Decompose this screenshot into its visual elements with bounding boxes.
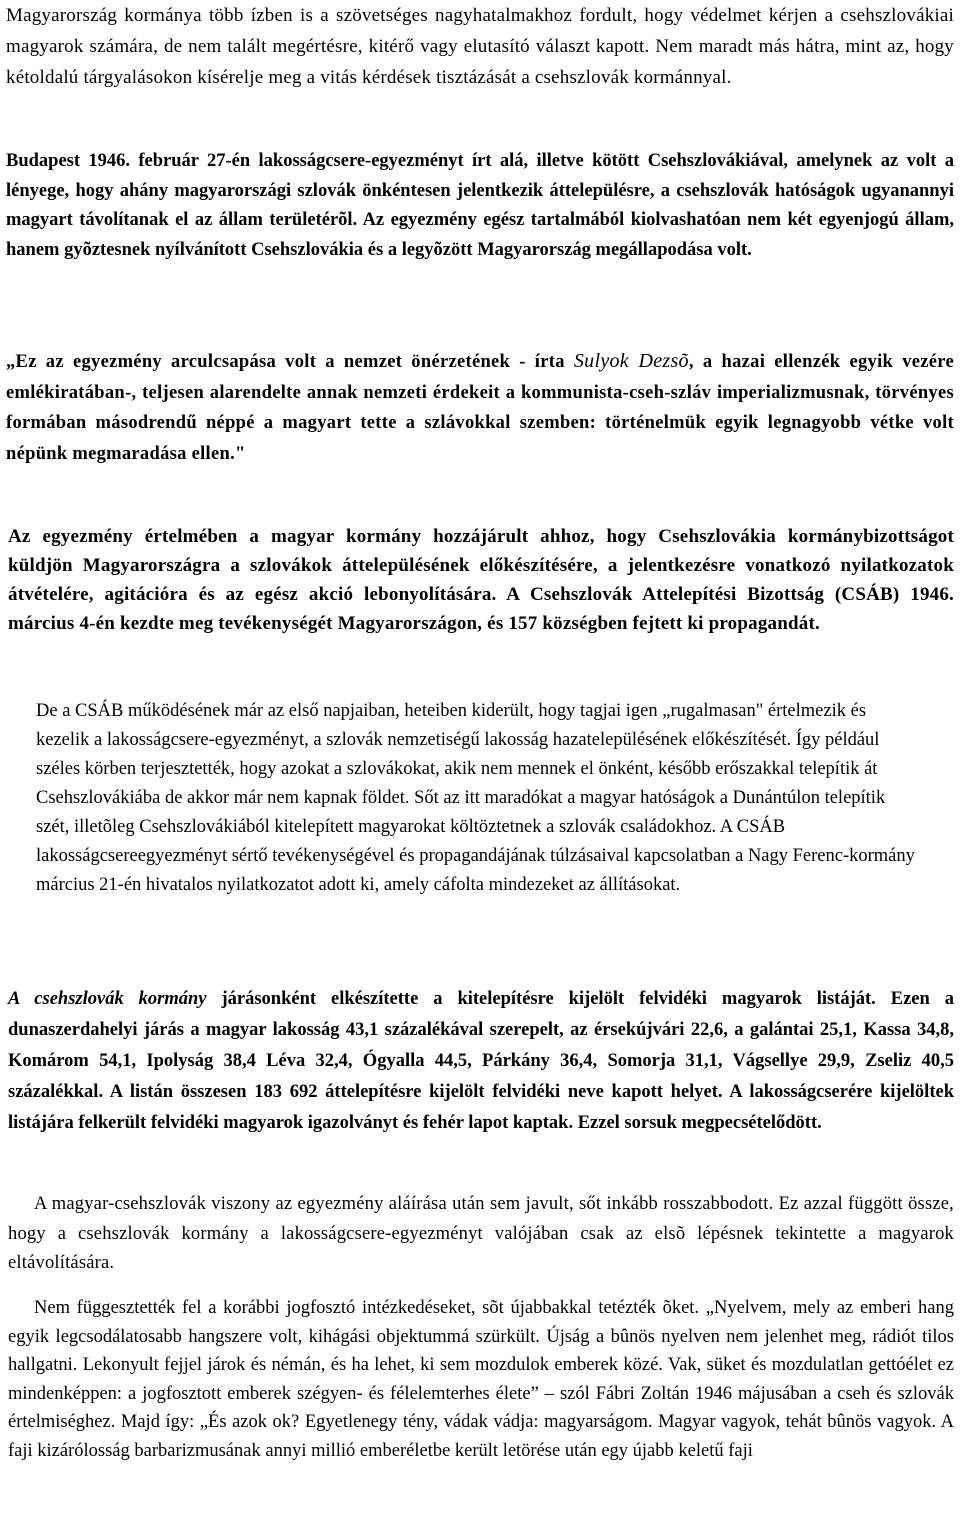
paragraph-quote-sulyok [6,346,954,469]
paragraph-lead-italic: A csehszlovák kormány [8,989,207,1009]
quote-text-before: „Ez az egyezmény arculcsapása volt a nemzet önérzetének - írta [6,352,574,372]
quote-author-name: Sulyok Dezsõ [573,350,689,372]
paragraph-rest: járásonként elkészítette a kitelepítésre kijelölt felvidéki magyarok listáját. Ezen a dunaszerdahelyi járás a magyar lakosság 43,1 százalékával szerepelt, az érsekújvári 22,6, a galántai 25,1, Kassa 34,8, Komárom 54,1, Ipolyság 38,4 Léva 32,4, Ógyalla 44,5, Párkány 36,4, Somorja 31,1, Vágsellye 29,9, Zseliz 40,5 százalékkal. A listán összesen 183 692 áttelepítésre kijelölt felvidéki neve kapott helyet. A lakosságcserére kijelöltek listájára felkerült felvidéki magyarok igazolványt és fehér lapot kaptak. Ezzel sorsuk megpecsételődött. [8,989,954,1133]
quote-text-after: , a hazai ellenzék egyik vezére emlékiratában-, teljesen alarendelte annak nemzeti érdekeit a kommunista-cseh-szláv imperializmusnak, törvényes formában másodrendű néppé a magyart tette a szlávokkal szemben: történelmük egyik legnagyobb vétke volt népünk megmaradása ellen." [6,352,954,464]
paragraph-relations: A magyar-csehszlovák viszony az egyezmény aláírása után sem javult, sőt inkább rosszabbodott. Ez azzal függött össze, hogy a csehszlovák kormány a lakosságcsere-egyezményt valójában csak az elsõ lépésnek tekintette a magyarok eltávolítására. [8,1194,954,1273]
paragraph-agreement: Budapest 1946. február 27-én lakosságcsere-egyezményt írt alá, illetve kötött Csehszlovákiával, amelynek az volt a lényege, hogy ahány magyarországi szlovák önkéntesen jelentkezik áttelepülésre, a csehszlovák hatóságok ugyanannyi magyart távolítanak el az állam területérõl. Az egyezmény egész tartalmából kiolvashatóan nem két egyenjogú állam, hanem gyõztesnek nyílvánított Csehszlovákia és a legyõzött Magyarország megállapodása volt. [6,151,954,260]
paragraph-deportation-lists [8,984,954,1139]
paragraph-intro: Magyarország kormánya több ízben is a szövetséges nagyhatalmakhoz fordult, hogy védelmet kérjen a csehszlovákiai magyarok számára, de nem talált megértésre, kitérő vagy elutasító választ kapott. Nem maradt más hátra, mint az, hogy kétoldalú tárgyalásokon kísérelje meg a vitás kérdések tisztázását a csehszlovák kormánnyal. [6,5,954,88]
paragraph-csab-activity: De a CSÁB működésének már az első napjaiban, heteiben kiderült, hogy tagjai igen „rugalmasan" értelmezik és kezelik a lakosságcsere-egyezményt, a szlovák nemzetiségű lakosság hazatelepülésének előkészítését. Így például széles körben terjesztették, hogy azokat a szlovákokat, akik nem mennek el önként, később erőszakkal telepítik át Csehszlovákiába de akkor már nem kapnak földet. Sőt az itt maradókat a magyar hatóságok a Dunántúlon telepítik szét, illetõleg Csehszlovákiából kitelepített magyarokat költöztetnek a szlovák családokhoz. A CSÁB lakosságcsereegyezményt sértő tevékenységével és propagandájának túlzásaival kapcsolatban a Nagy Ferenc-kormány március 21-én hivatalos nyilatkozatot adott ki, amely cáfolta mindezeket az állításokat. [36,701,915,895]
paragraph-fabri-quote: Nem függesztették fel a korábbi jogfosztó intézkedéseket, sõt újabbakkal tetézték õket. „Nyelvem, mely az emberi hang egyik legcsodálatosabb hangszere volt, kihágási objektummá szürkült. Újság a bûnös nyelven nem jelenhet meg, rádiót tilos hallgatni. Lekonyult fejjel járok és némán, és ha lehet, ki sem mozdulok emberek közé. Vak, süket és mozdulatlan gettóélet ez mindenképpen: a jogfosztott emberek szégyen- és félelemterhes élete” – szól Fábri Zoltán 1946 májusában a cseh és szlovák értelmiséghez. Majd így: „És azok ok? Egyetlenegy tény, vádak vádja: magyarságom. Magyar vagyok, tehát bûnös vagyok. A faji kizárólosság barbarizmusának annyi millió emberéletbe került letörése után egy újabb keletű faji [8,1298,954,1461]
paragraph-csab-commission: Az egyezmény értelmében a magyar kormány hozzájárult ahhoz, hogy Csehszlovákia kormánybizottságot küldjön Magyarországra a szlovákok áttelepülésének előkészítésére, a jelentkezésre vonatkozó nyilatkozatok átvételére, agitációra és az egész akció lebonyolítására. A Csehszlovák Attelepítési Bizottság (CSÁB) 1946. március 4-én kezdte meg tevékenységét Magyarországon, és 157 községben fejtett ki propagandát. [8,526,954,634]
